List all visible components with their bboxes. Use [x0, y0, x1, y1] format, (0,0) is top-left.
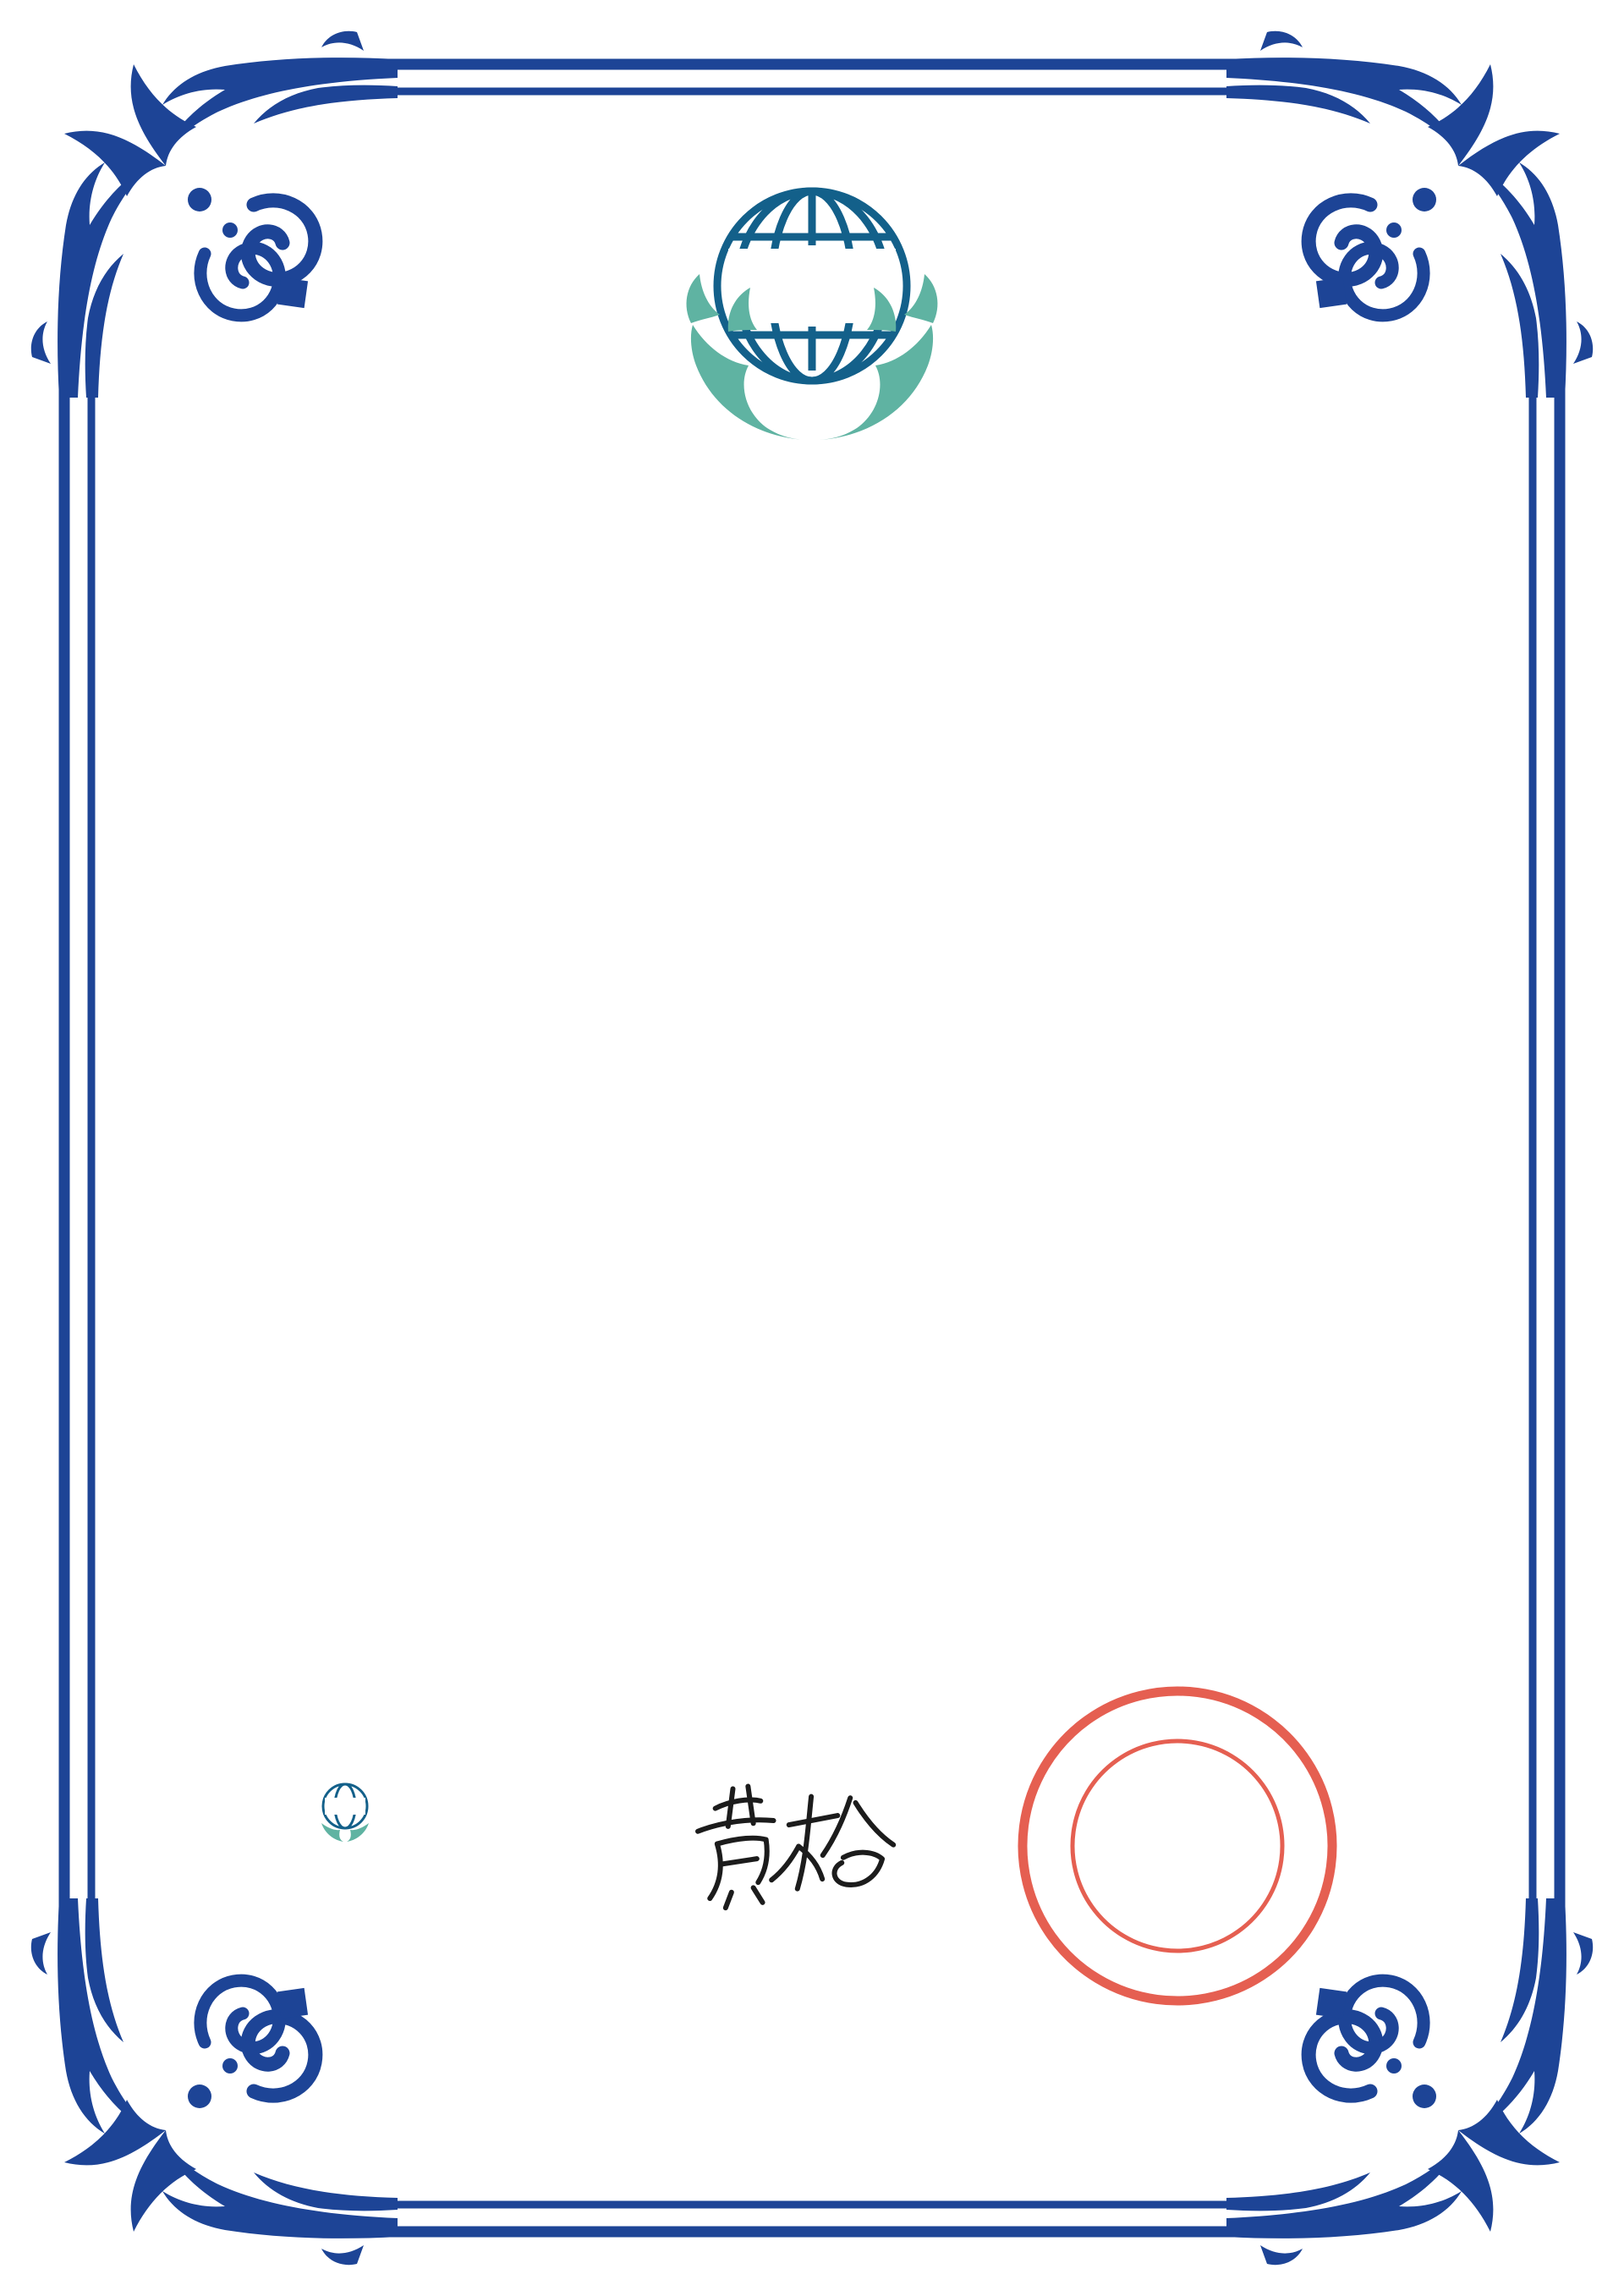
logo-text-band [728, 249, 896, 323]
xbc-logo [656, 161, 968, 440]
qr-center-logo [299, 1766, 391, 1857]
issuer-signature [665, 1766, 917, 1923]
company-seal [1008, 1677, 1347, 2015]
